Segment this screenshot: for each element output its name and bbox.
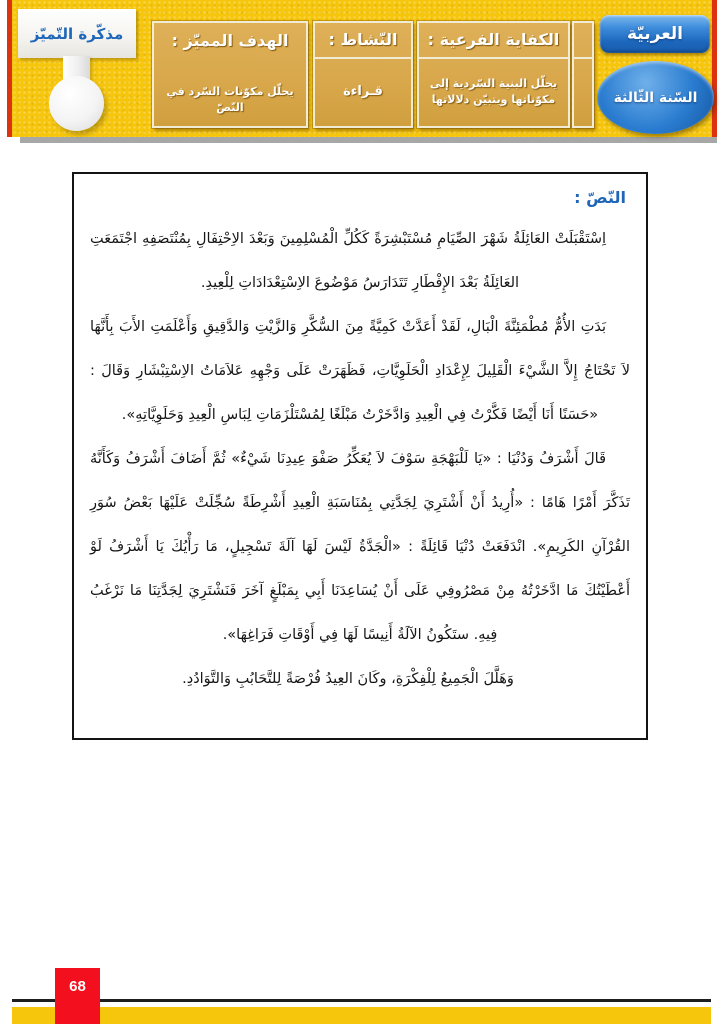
subject-label: العربيّة — [627, 24, 684, 44]
paragraph: بَدَتِ الأُمُّ مُطْمَئِنَّةَ الْبَالِ، لَقَدْ أَعَدَّتْ كَمِيَّةً مِنَ السُّكَّرِ وَالزَّيْتِ وَالدَّقِيقِ وَأَعْلَمَتِ الأَبَ بِأَنَّهَا لاَ تَحْتَاجُ إِلاَّ الشَّيْءَ الْقَلِيلَ لِإِعْدَادِ الْحَلَوِيَّاتِ، فَظَهَرَتْ عَلَى وَجْهِهِ عَلاَمَاتُ الاِسْتِبْشَارِ وَقَالَ : «حَسَنًا أَنَا أَيْضًا فَكَّرْتُ فِي الْعِيدِ وَادَّخَرْتُ مَبْلَغًا لِمُسْتَلْزَمَاتِ لِبَاسِ الْعِيدِ وَحَلَوِيَّاتِهِ». — [90, 319, 630, 423]
grade-label: السّنة الثّالثة — [613, 89, 698, 106]
activity-cell — [313, 21, 413, 128]
activity-title: النّشاط : — [315, 23, 411, 59]
brand-pin-circle-icon — [49, 76, 104, 131]
content-frame — [72, 172, 648, 740]
paragraph: وَهَلَّلَ الْجَمِيعُ لِلْفِكْرَةِ، وكَانَ العِيدُ فُرْصَةً لِلتَّحَابُبِ وَالتَّوَادُدِ. — [182, 671, 514, 687]
competency-content: يحلّل البنية السّردية إلى مكوّناتها ويتبيّن دلالاتها — [429, 76, 558, 106]
paragraph: قَالَ أَشْرَفُ وَدُنْيَا : «يَا لَلْبَهْجَةِ سَوْفَ لاَ يُعَكِّرُ صَفْوَ عِيدِنَا شَيْءٌ» ثُمَّ أَضَافَ أَشْرَفُ وَكَأَنَّهُ تَذَكَّرَ أَمْرًا هَامًا : «أُرِيدُ أَنْ أَشْتَرِيَ لِجَدَّتِي بِمُنَاسَبَةِ الْعِيدِ أَشْرِطَةً سُجِّلَتْ عَلَيْهَا بَعْضُ سُوَرِ القُرْآنِ الكَرِيمِ». انْدَفَعَتْ دُنْيَا قَائِلَةً : «الْجَدَّةُ لَيْسَ لَهَا آلَةَ تَسْجِيلٍ، مَا رَأْيُكَ يَا أَشْرَفُ لَوْ أَعْطَيْتُكَ مَا ادَّخَرْتُهُ مِنْ مَصْرُوفِي عَلَى أَنْ يُسَاعِدَنَا أَبِي بِمَبْلَغٍ آخَرَ فَنَشْتَرِيَ لِجَدَّتِنَا مَا نَرْغَبُ فِيهِ. ستَكُونُ الآلَةُ أَنِيسًا لَهَا فِي أَوْقَاتِ فَرَاغِهَا». — [90, 451, 630, 643]
right-red-strip — [712, 0, 717, 137]
spare-cell — [572, 21, 594, 128]
competency-cell — [417, 21, 570, 128]
section-title: النّصّ : — [574, 188, 626, 207]
brand-label: مذكّرة التّميّز — [30, 24, 124, 43]
subject-chip — [600, 15, 710, 53]
spare-cell-top — [574, 23, 592, 59]
left-red-strip — [7, 0, 12, 137]
activity-content: قـراءة — [343, 83, 383, 99]
brand-tag — [18, 9, 136, 58]
footer-rule — [12, 999, 711, 1002]
goal-title: الهدف المميّز : — [171, 31, 289, 50]
page-number-badge — [55, 968, 100, 1024]
footer-band — [12, 1007, 711, 1024]
page-number: 68 — [69, 978, 86, 995]
header-shadow — [20, 137, 717, 143]
paragraph: اِسْتَقْبَلَتْ العَائِلَةُ شَهْرَ الصِّيَامِ مُسْتَبْشِرَةً كَكُلِّ الْمُسْلِمِينَ وَبَعْدَ الاِحْتِفَالِ بِمُنْتَصَفِهِ اجْتَمَعَتِ العَائِلَةُ بَعْدَ الإِفْطَارِ تَتَدَارَسُ مَوْضُوعَ الاِسْتِعْدَادَاتِ لِلْعِيدِ. — [90, 231, 606, 291]
goal-cell — [152, 21, 308, 128]
grade-badge — [597, 61, 714, 134]
competency-title: الكفاية الفرعية : — [419, 23, 568, 59]
goal-content: يحلّل مكوّنات السّرد في النّصّ — [166, 85, 294, 114]
